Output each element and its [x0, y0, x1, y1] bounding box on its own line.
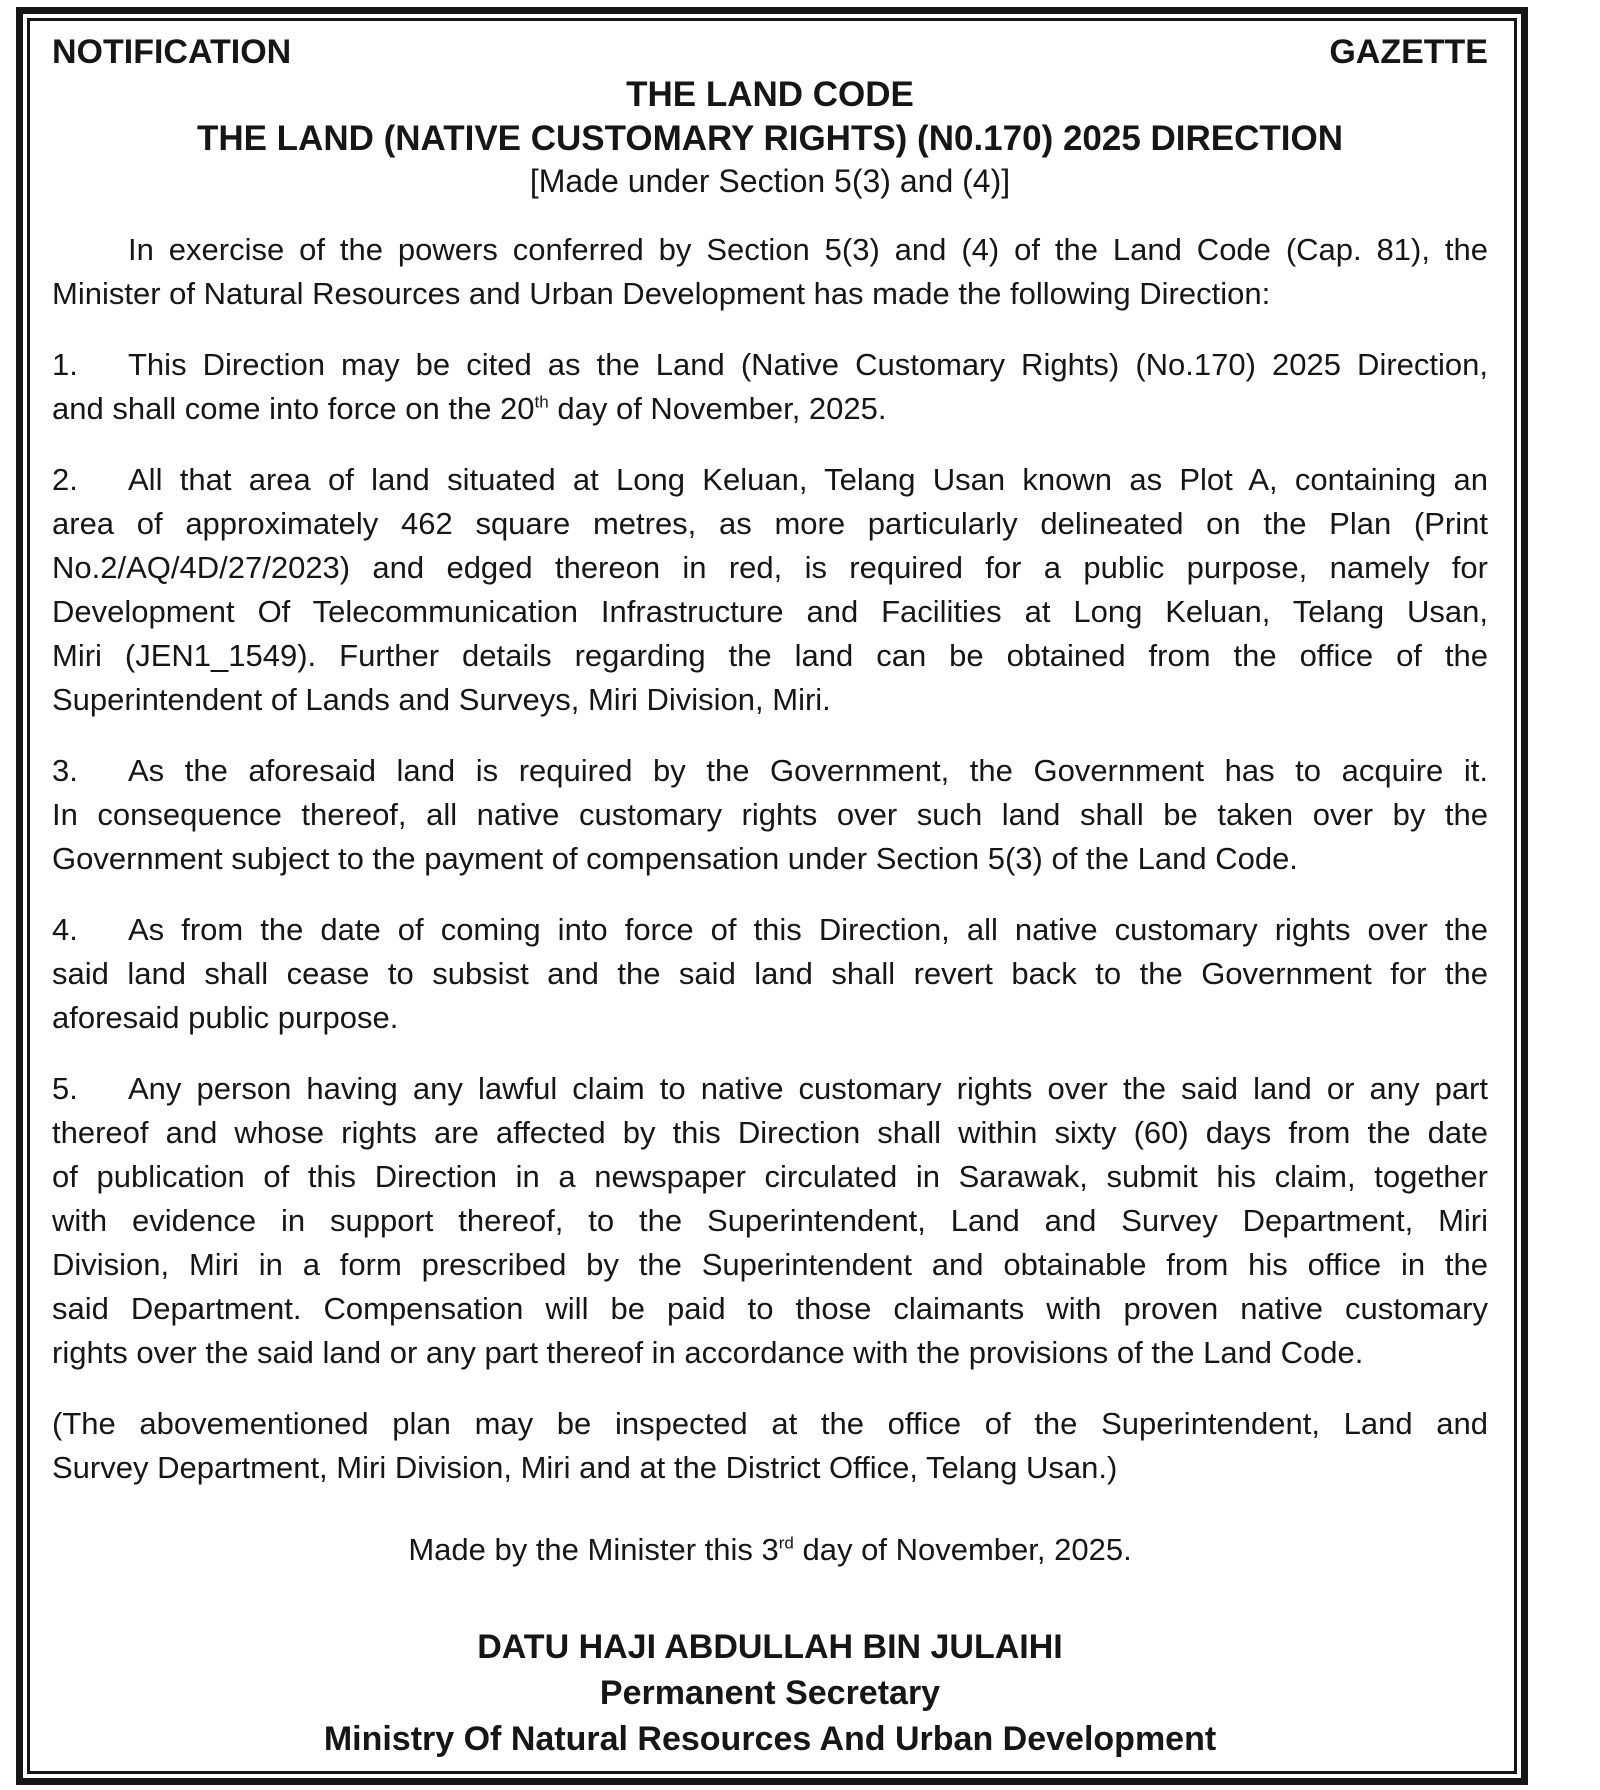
plan-note-paragraph: [52, 1402, 1488, 1490]
text-line: Minister of Natural Resources and Urban Development has made the following Direction:: [52, 276, 1271, 311]
text-line: (The abovementioned plan may be inspected at the office of the Superintendent, Land and: [52, 1406, 1488, 1441]
text-line: and shall come into force on the 20th day of November, 2025.: [52, 391, 887, 426]
document-subtitle: [Made under Section 5(3) and (4)]: [529, 163, 1011, 199]
signatory-ministry: Ministry Of Natural Resources And Urban Development: [323, 1720, 1217, 1758]
document-inner-border: [27, 18, 1517, 1774]
header-gazette-label: GAZETTE: [1329, 33, 1488, 71]
text-line: said Department. Compensation will be paid to those claimants with proven native customary: [52, 1291, 1488, 1326]
text-line: Government subject to the payment of compensation under Section 5(3) of the Land Code.: [52, 841, 1298, 876]
paragraph-number: 1.: [52, 347, 78, 382]
document-outer-border: [16, 7, 1528, 1785]
text-line: 3. As the aforesaid land is required by the Government, the Government has to acquire it.: [52, 749, 1488, 793]
paragraph-4: [52, 908, 1488, 1040]
text-line: In exercise of the powers conferred by Section 5(3) and (4) of the Land Code (Cap. 81), the: [128, 232, 1488, 267]
text-line: 2. All that area of land situated at Long Keluan, Telang Usan known as Plot A, containing an: [52, 458, 1488, 502]
text-line: said land shall cease to subsist and the said land shall revert back to the Government for the: [52, 956, 1488, 991]
paragraph-number: 3.: [52, 753, 78, 788]
text-line: In consequence thereof, all native customary rights over such land shall be taken over by the: [52, 797, 1488, 832]
text-line: aforesaid public purpose.: [52, 1000, 399, 1035]
text-line: 5. Any person having any lawful claim to native customary rights over the said land or any part: [52, 1067, 1488, 1111]
title-block: [52, 73, 1488, 201]
document-header: [52, 31, 1488, 73]
text-line: Development Of Telecommunication Infrastructure and Facilities at Long Keluan, Telang Usan,: [52, 594, 1488, 629]
signatory-name: DATU HAJI ABDULLAH BIN JULAIHI: [477, 1628, 1063, 1666]
paragraph-2: [52, 458, 1488, 722]
text-line: of publication of this Direction in a newspaper circulated in Sarawak, submit his claim, together: [52, 1159, 1488, 1194]
text-line: 4. As from the date of coming into force of this Direction, all native customary rights over the: [52, 908, 1488, 952]
paragraph-number: 4.: [52, 912, 78, 947]
text-line: Survey Department, Miri Division, Miri and at the District Office, Telang Usan.): [52, 1450, 1118, 1485]
paragraph-3: [52, 749, 1488, 881]
text-line: Superintendent of Lands and Surveys, Miri Division, Miri.: [52, 682, 831, 717]
intro-paragraph: [52, 228, 1488, 316]
document-title-line2: THE LAND (NATIVE CUSTOMARY RIGHTS) (N0.170) 2025 DIRECTION: [196, 119, 1344, 158]
text-line: thereof and whose rights are affected by this Direction shall within sixty (60) days from the date: [52, 1115, 1488, 1150]
text-line: Division, Miri in a form prescribed by the Superintendent and obtainable from his office in the: [52, 1247, 1488, 1282]
signatory-title: Permanent Secretary: [599, 1674, 941, 1712]
paragraph-1: [52, 343, 1488, 431]
text-line: Miri (JEN1_1549). Further details regarding the land can be obtained from the office of the: [52, 638, 1488, 673]
paragraph-number: 2.: [52, 462, 78, 497]
made-by-line: Made by the Minister this 3rd day of November, 2025.: [408, 1532, 1132, 1567]
text-line: with evidence in support thereof, to the Superintendent, Land and Survey Department, Miri: [52, 1203, 1488, 1238]
paragraph-5: [52, 1067, 1488, 1375]
document-title-line1: THE LAND CODE: [626, 75, 914, 114]
document-body: [52, 228, 1488, 1490]
signature-block: [52, 1624, 1488, 1762]
text-line: 1. This Direction may be cited as the Land (Native Customary Rights) (No.170) 2025 Direction,: [52, 343, 1488, 387]
text-line: rights over the said land or any part thereof in accordance with the provisions of the Land Code.: [52, 1335, 1364, 1370]
header-notification-label: NOTIFICATION: [52, 33, 292, 71]
text-line: area of approximately 462 square metres, as more particularly delineated on the Plan (Print: [52, 506, 1488, 541]
text-line: No.2/AQ/4D/27/2023) and edged thereon in red, is required for a public purpose, namely for: [52, 550, 1488, 585]
paragraph-number: 5.: [52, 1071, 78, 1106]
